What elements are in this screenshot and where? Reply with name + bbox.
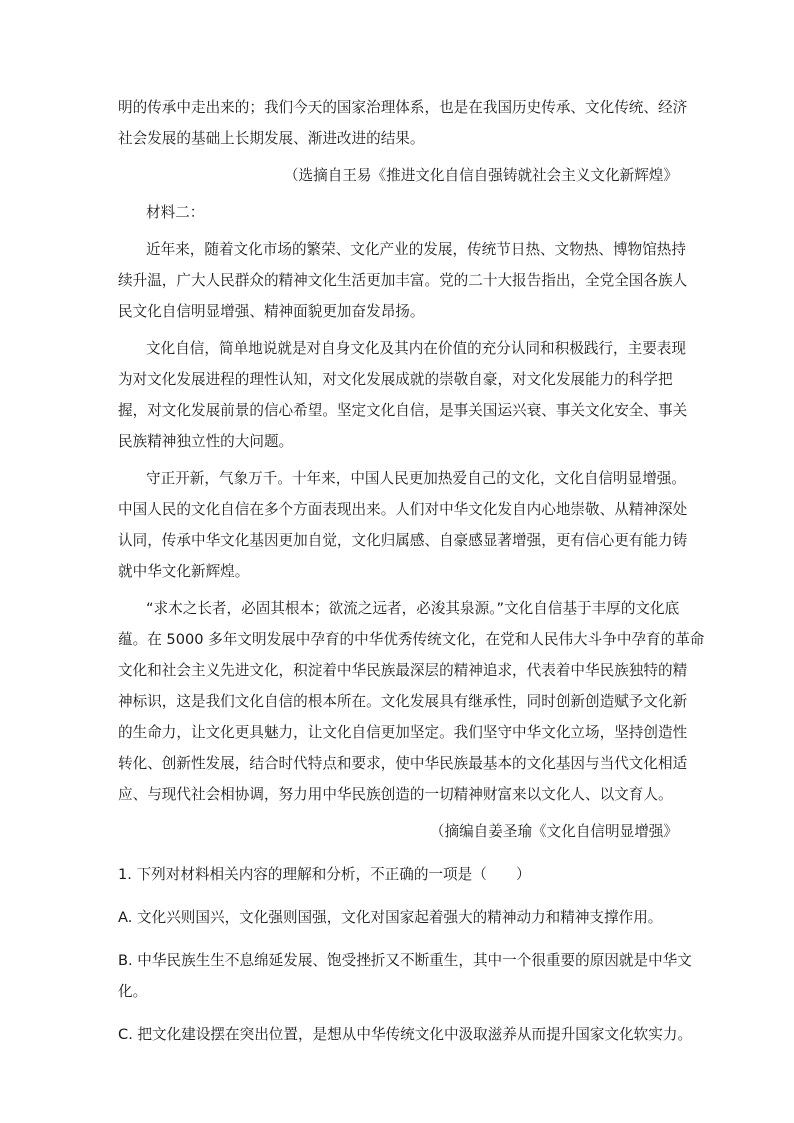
section-heading: 材料二： bbox=[146, 204, 205, 221]
intro-line: 明的传承中走出来的；我们今天的国家治理体系，也是在我国历史传承、文化传统、经济 bbox=[118, 99, 688, 116]
option-c: C. 把文化建设摆在突出位置，是想从中华传统文化中汲取滋养从而提升国家文化软实力。 bbox=[118, 1026, 693, 1043]
paragraph-line: 文化自信，简单地说就是对自身文化及其内在价值的充分认同和积极践行，主要表现 bbox=[146, 340, 686, 357]
paragraph-line: 守正开新，气象万千。十年来，中国人民更加热爱自己的文化，文化自信明显增强。 bbox=[146, 470, 686, 487]
option-a: A. 文化兴则国兴，文化强则国强，文化对国家起着强大的精神动力和精神支撑作用。 bbox=[118, 909, 663, 926]
paragraph bbox=[118, 333, 688, 457]
option-line: B. 中华民族生生不息绵延发展、饱受挫折又不断重生，其中一个很重要的原因就是中华文 bbox=[118, 952, 692, 969]
paragraph-line: 应、与现代社会相协调，努力用中华民族创造的一切精神财富来以文化人、以文育人。 bbox=[118, 786, 673, 803]
paragraph-line: 文化和社会主义先进文化，积淀着中华民族最深层的精神追求，代表着中华民族独特的精 bbox=[118, 662, 688, 679]
paragraph-line: 民族精神独立性的大问题。 bbox=[118, 433, 294, 450]
intro-line: 社会发展的基础上长期发展、渐进改进的结果。 bbox=[118, 130, 425, 147]
paragraph-line: 握，对文化发展前景的信心希望。坚定文化自信，是事关国运兴衰、事关文化安全、事关 bbox=[118, 402, 688, 419]
paragraph-line: 为对文化发展进程的理性认知，对文化发展成就的崇敬自豪，对文化发展能力的科学把 bbox=[118, 371, 673, 388]
paragraph-line: 续升温，广大人民群众的精神文化生活更加丰富。党的二十大报告指出，全党全国各族人 bbox=[118, 272, 688, 289]
document-page bbox=[118, 92, 705, 1050]
paragraph-line: 近年来，随着文化市场的繁荣、文化产业的发展，传统节日热、文物热、博物馆热持 bbox=[146, 241, 686, 258]
paragraph-line: 中国人民的文化自信在多个方面表现出来。人们对中华文化发自内心地崇敬、从精神深处 bbox=[118, 501, 688, 518]
paragraph-line: 神标识，这是我们文化自信的根本所在。文化发展具有继承性，同时创新创造赋予文化新 bbox=[118, 693, 688, 710]
paragraph bbox=[118, 593, 705, 810]
paragraph-line: 就中华文化新辉煌。 bbox=[118, 563, 250, 580]
paragraph-line: “求木之长者，必固其根本；欲流之远者，必浚其泉源。”文化自信基于丰厚的文化底 bbox=[146, 600, 680, 617]
question-stem: 1. 下列对材料相关内容的理解和分析，不正确的一项是（ ） bbox=[118, 866, 531, 883]
paragraph-line: 转化、创新性发展，结合时代特点和要求，使中华民族最基本的文化基因与当代文化相适 bbox=[118, 755, 688, 772]
paragraph bbox=[118, 463, 688, 587]
paragraph bbox=[118, 234, 688, 327]
paragraph-line: 蕴。在 5000 多年文明发展中孕育的中华优秀传统文化，在党和人民伟大斗争中孕育的革命 bbox=[118, 631, 705, 648]
option-b bbox=[118, 945, 692, 1007]
source-citation: （选摘自王易《推进文化自信自强铸就社会主义文化新辉煌》 bbox=[283, 167, 678, 184]
source-citation: （摘编自姜圣瑜《文化自信明显增强》 bbox=[429, 823, 678, 840]
paragraph-line: 认同，传承中华文化基因更加自觉，文化归属感、自豪感显著增强，更有信心更有能力铸 bbox=[118, 532, 688, 549]
paragraph-line: 的生命力，让文化更具魅力，让文化自信更加坚定。我们坚守中华文化立场，坚持创造性 bbox=[118, 724, 688, 741]
paragraph-line: 民文化自信明显增强、精神面貌更加奋发昂扬。 bbox=[118, 303, 425, 320]
option-line: 化。 bbox=[118, 983, 148, 1000]
